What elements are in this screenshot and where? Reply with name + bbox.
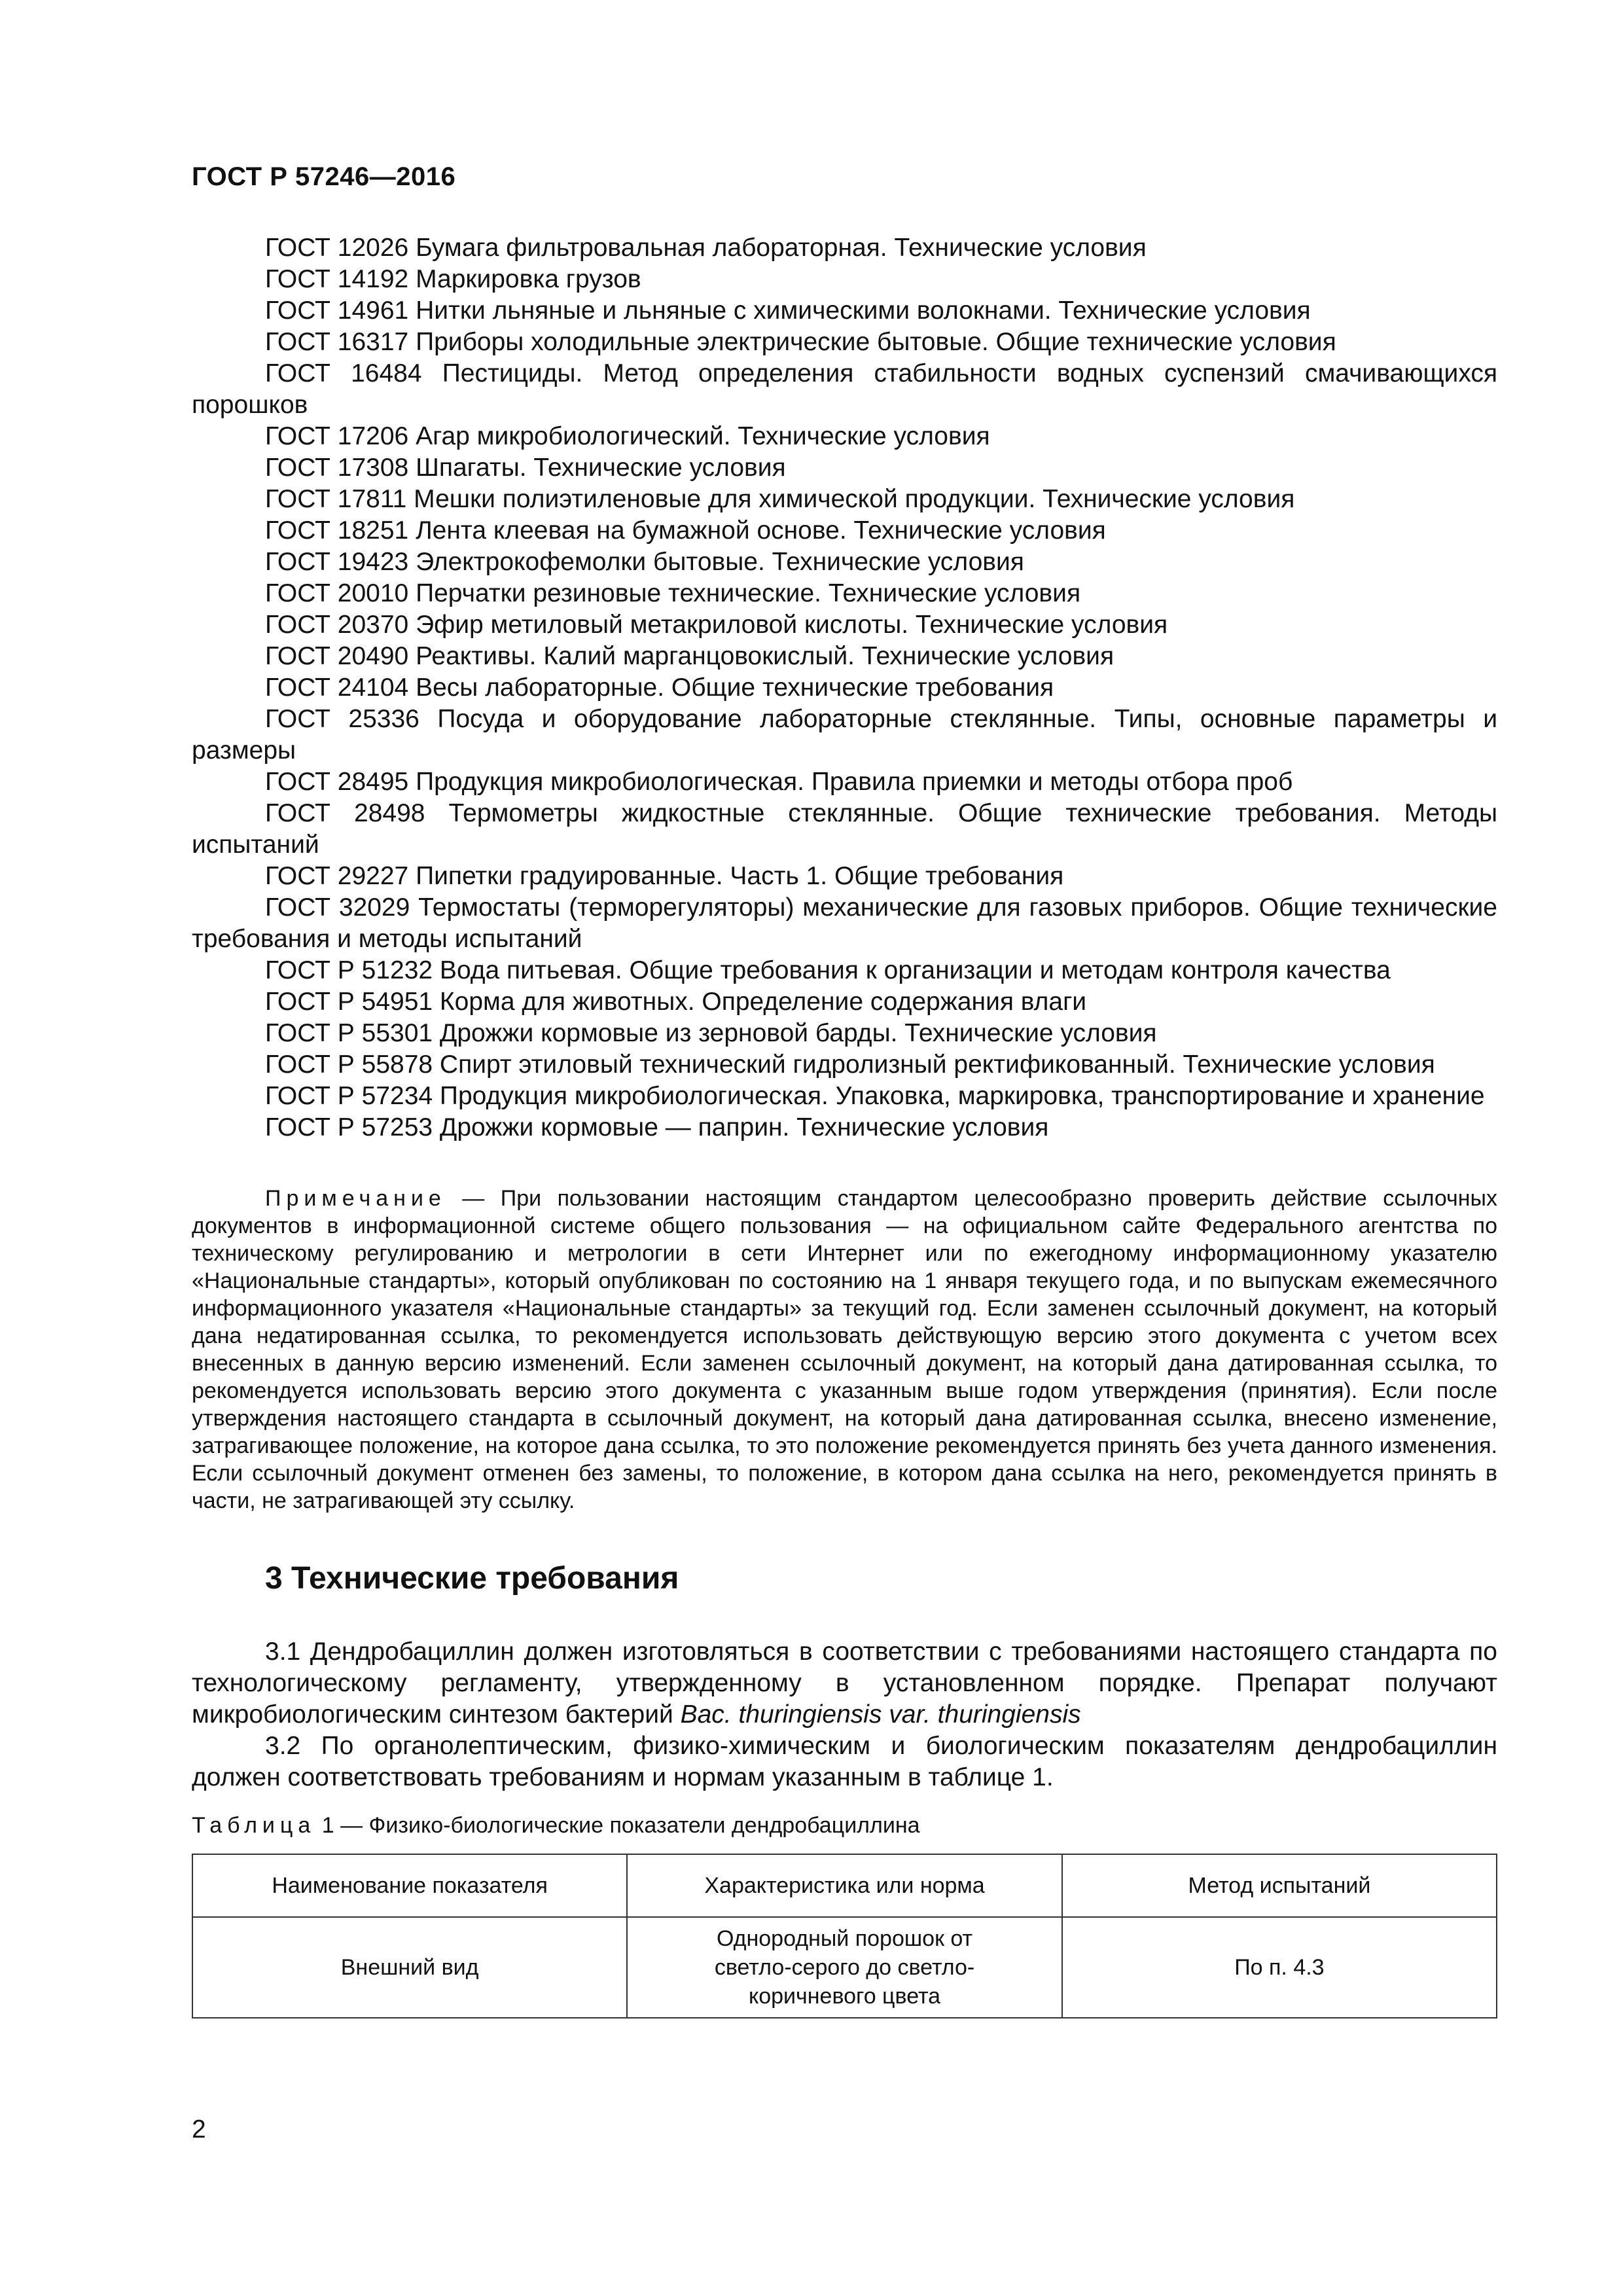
note-paragraph (192, 1185, 1497, 1515)
reference-item: ГОСТ 14961 Нитки льняные и льняные с химическими волокнами. Технические условия (265, 296, 1311, 325)
reference-item: ГОСТ 16484 Пестициды. Метод определения стабильности водных суспензий смачивающихся порошков (192, 359, 1497, 419)
reference-item: ГОСТ 20490 Реактивы. Калий марганцовокислый. Технические условия (265, 642, 1115, 670)
reference-item: ГОСТ 17811 Мешки полиэтиленовые для химической продукции. Технические условия (265, 485, 1295, 513)
table-cell: Однородный порошок от светло-серого до светло-коричневого цвета (627, 1917, 1062, 2018)
clause-3-2: 3.2 По органолептическим, физико-химическим и биологическим показателям дендробациллин должен соответствовать требованиям и нормам указанным в таблице 1. (192, 1732, 1497, 1791)
table-cell: Внешний вид (192, 1917, 627, 2018)
reference-item: ГОСТ Р 57234 Продукция микробиологическая. Упаковка, маркировка, транспортирование и хранение (265, 1082, 1485, 1110)
table-caption (192, 1813, 920, 1839)
reference-item: ГОСТ 14192 Маркировка грузов (265, 265, 641, 293)
reference-item: ГОСТ 17308 Шпагаты. Технические условия (265, 454, 786, 482)
requirements-table (192, 1854, 1497, 2018)
document-header: ГОСТ Р 57246—2016 (192, 162, 456, 191)
table-cell: По п. 4.3 (1062, 1917, 1497, 2018)
reference-item: ГОСТ 16317 Приборы холодильные электрические бытовые. Общие технические условия (265, 328, 1336, 356)
table-header-row (192, 1854, 1497, 1917)
reference-item: ГОСТ Р 55878 Спирт этиловый технический гидролизный ректификованный. Технические условия (265, 1050, 1435, 1079)
table-header-cell: Характеристика или норма (627, 1854, 1062, 1917)
table-header-cell: Наименование показателя (192, 1854, 627, 1917)
reference-item: ГОСТ 28495 Продукция микробиологическая. Правила приемки и методы отбора проб (265, 768, 1293, 796)
reference-item: ГОСТ 20010 Перчатки резиновые технические. Технические условия (265, 579, 1081, 607)
clause-3-1 (192, 1636, 1497, 1731)
reference-item: ГОСТ Р 51232 Вода питьевая. Общие требования к организации и методам контроля качества (265, 956, 1391, 984)
reference-item: ГОСТ Р 54951 Корма для животных. Определение содержания влаги (265, 988, 1087, 1016)
note-label: Примечание (265, 1186, 446, 1211)
reference-item: ГОСТ 29227 Пипетки градуированные. Часть 1. Общие требования (265, 862, 1064, 890)
clause-3-1-text: 3.1 Дендробациллин должен изготовляться в соответствии с требованиями настоящего стандарта по технологическому регламенту, утвержденному в установленном порядке. Препарат получают микробиологическим синтезом бактерий (192, 1638, 1497, 1729)
reference-item: ГОСТ 12026 Бумага фильтровальная лабораторная. Технические условия (265, 234, 1147, 262)
reference-list (192, 232, 1497, 1143)
reference-item: ГОСТ 32029 Термостаты (терморегуляторы) механические для газовых приборов. Общие технические требования и методы испытаний (192, 893, 1497, 953)
note-text: — При пользовании настоящим стандартом целесообразно проверить действие ссылочных документов в информационной системе общего пользования — на официальном сайте Федерального агентства по техническому регулированию и метрологии в сети Интернет или по ежегодному информационному указателю «Национальные стандарты», который опубликован по состоянию на 1 января текущего года, и по выпускам ежемесячного информационного указателя «Национальные стандарты» за текущий год. Если заменен ссылочный документ, на который дана недатированная ссылка, то рекомендуется использовать действующую версию этого документа с учетом всех внесенных в данную версию изменений. Если заменен ссылочный документ, на который дана датированная ссылка, то рекомендуется использовать версию этого документа с указанным выше годом утверждения (принятия). Если после утверждения настоящего стандарта в ссылочный документ, на который дана датированная ссылка, внесено изменение, затрагивающее положение, на которое дана ссылка, то это положение рекомендуется принять без учета данного изменения. Если ссылочный документ отменен без замены, то положение, в котором дана ссылка на него, рекомендуется принять в части, не затрагивающей эту ссылку. (192, 1186, 1497, 1513)
table-header-cell: Метод испытаний (1062, 1854, 1497, 1917)
table-row (192, 1917, 1497, 2018)
section-title: 3 Технические требования (265, 1561, 679, 1596)
reference-item: ГОСТ 25336 Посуда и оборудование лабораторные стеклянные. Типы, основные параметры и размеры (192, 705, 1497, 764)
table-caption-label: Таблица (192, 1813, 316, 1838)
reference-item: ГОСТ 28498 Термометры жидкостные стеклянные. Общие технические требования. Методы испытаний (192, 799, 1497, 859)
reference-item: ГОСТ 24104 Весы лабораторные. Общие технические требования (265, 673, 1054, 702)
reference-item: ГОСТ 17206 Агар микробиологический. Технические условия (265, 422, 990, 450)
table-caption-text: 1 — Физико-биологические показатели дендробациллина (315, 1813, 920, 1838)
clause-3-1-italic: Bac. thuringiensis var. thuringiensis (680, 1700, 1081, 1729)
page-number: 2 (192, 2115, 206, 2144)
reference-item: ГОСТ 20370 Эфир метиловый метакриловой кислоты. Технические условия (265, 611, 1168, 639)
reference-item: ГОСТ Р 55301 Дрожжи кормовые из зерновой барды. Технические условия (265, 1019, 1157, 1047)
reference-item: ГОСТ 18251 Лента клеевая на бумажной основе. Технические условия (265, 516, 1106, 545)
reference-item: ГОСТ Р 57253 Дрожжи кормовые — паприн. Технические условия (265, 1113, 1049, 1141)
reference-item: ГОСТ 19423 Электрокофемолки бытовые. Технические условия (265, 548, 1024, 576)
